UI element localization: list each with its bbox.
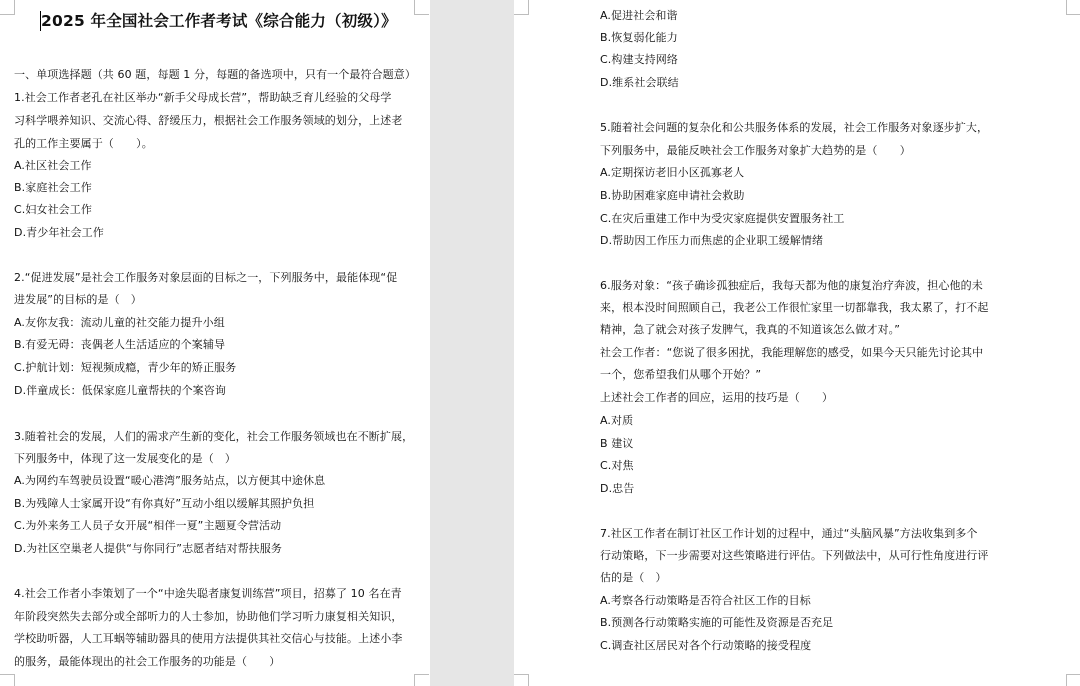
- option-line: B.恢复弱化能力: [600, 31, 678, 44]
- question-line: 孔的工作主要属于（ ）。: [14, 137, 153, 150]
- option-line: B.家庭社会工作: [14, 181, 92, 194]
- option-line: A.友你友我：流动儿童的社交能力提升小组: [14, 316, 225, 329]
- document-page-left: [0, 0, 430, 686]
- option-line: A.考察各行动策略是否符合社区工作的目标: [600, 594, 811, 607]
- question-line: 2.“促进发展”是社会工作服务对象层面的目标之一，下列服务中，最能体现“促: [14, 271, 398, 284]
- option-line: A.定期探访老旧小区孤寡老人: [600, 166, 745, 179]
- document-title: 2025 年全国社会工作者考试《综合能力（初级）》: [41, 12, 397, 30]
- option-line: D.帮助因工作压力而焦虑的企业职工缓解情绪: [600, 234, 824, 247]
- question-line: 年阶段突然失去部分或全部听力的人士参加，协助他们学习听力康复相关知识，: [14, 610, 403, 623]
- option-line: C.妇女社会工作: [14, 203, 92, 216]
- question-line: 上述社会工作者的回应，运用的技巧是（ ）: [600, 391, 834, 404]
- crop-mark: [1066, 674, 1080, 686]
- question-line: 一个，您希望我们从哪个开始？”: [600, 368, 762, 381]
- option-line: B 建议: [600, 437, 634, 450]
- option-line: C.在灾后重建工作中为受灾家庭提供安置服务社工: [600, 212, 845, 225]
- option-line: A.社区社会工作: [14, 159, 92, 172]
- question-line: 的服务，最能体现出的社会工作服务的功能是（ ）: [14, 655, 281, 668]
- question-line: 估的是（ ）: [600, 571, 667, 584]
- option-line: C.护航计划：短视频成瘾，青少年的矫正服务: [14, 361, 237, 374]
- question-line: 下列服务中，最能反映社会工作服务对象扩大趋势的是（ ）: [600, 144, 911, 157]
- option-line: D.为社区空巢老人提供“与你同行”志愿者结对帮扶服务: [14, 542, 282, 555]
- option-line: D.伴童成长：低保家庭儿童帮扶的个案咨询: [14, 384, 226, 397]
- option-line: B.有爱无碍：丧偶老人生活适应的个案辅导: [14, 338, 226, 351]
- question-line: 5.随着社会问题的复杂化和公共服务体系的发展，社会工作服务对象逐步扩大，: [600, 121, 989, 134]
- option-line: B.为残障人士家属开设“有你真好”互动小组以缓解其照护负担: [14, 497, 315, 510]
- option-line: A.对质: [600, 414, 634, 427]
- option-line: D.维系社会联结: [600, 76, 679, 89]
- question-line: 学校助听器，人工耳蜗等辅助器具的使用方法提供其社交信心与技能。上述小李: [14, 632, 403, 645]
- crop-mark: [1066, 0, 1080, 15]
- question-line: 习科学喂养知识、交流心得、舒缓压力，根据社会工作服务领域的划分，上述老: [14, 114, 403, 127]
- option-line: C.调查社区居民对各个行动策略的接受程度: [600, 639, 812, 652]
- question-line: 4.社会工作者小李策划了一个“中途失聪者康复训练营”项目，招募了 10 名在青: [14, 587, 402, 600]
- crop-mark: [414, 674, 429, 686]
- crop-mark: [414, 0, 429, 15]
- question-line: 行动策略，下一步需要对这些策略进行评估。下列做法中，从可行性角度进行评: [600, 549, 989, 562]
- crop-mark: [0, 0, 15, 15]
- option-line: D.青少年社会工作: [14, 226, 104, 239]
- option-line: C.对焦: [600, 459, 634, 472]
- option-line: A.促进社会和谐: [600, 9, 678, 22]
- question-line: 3.随着社会的发展，人们的需求产生新的变化，社会工作服务领域也在不断扩展，: [14, 430, 414, 443]
- section-heading: 一、单项选择题（共 60 题，每题 1 分，每题的备选项中，只有一个最符合题意）: [14, 68, 416, 81]
- question-line: 来，根本没时间照顾自己，我老公工作很忙家里一切都靠我，我太累了，打不起: [600, 301, 989, 314]
- question-line: 精神，急了就会对孩子发脾气，我真的不知道该怎么做才对。”: [600, 323, 900, 336]
- option-line: C.构建支持网络: [600, 53, 678, 66]
- option-line: C.为外来务工人员子女开展“相伴一夏”主题夏令营活动: [14, 519, 282, 532]
- crop-mark: [0, 674, 15, 686]
- question-line: 社会工作者：“您说了很多困扰，我能理解您的感受，如果今天只能先讨论其中: [600, 346, 984, 359]
- question-line: 进发展”的目标的是（ ）: [14, 293, 142, 306]
- question-line: 6.服务对象：“孩子确诊孤独症后，我每天都为他的康复治疗奔波，担心他的未: [600, 279, 983, 292]
- option-line: B.预测各行动策略实施的可能性及资源是否充足: [600, 616, 834, 629]
- question-line: 7.社区工作者在制订社区工作计划的过程中，通过“头脑风暴”方法收集到多个: [600, 527, 978, 540]
- option-line: D.忠告: [600, 482, 635, 495]
- crop-mark: [514, 674, 529, 686]
- option-line: A.为网约车驾驶员设置“暖心港湾”服务站点，以方便其中途休息: [14, 474, 326, 487]
- option-line: B.协助困难家庭申请社会救助: [600, 189, 745, 202]
- question-line: 下列服务中，体现了这一发展变化的是（ ）: [14, 452, 236, 465]
- document-page-right: [514, 0, 1080, 686]
- question-line: 1.社会工作者老孔在社区举办“新手父母成长营”，帮助缺乏育儿经验的父母学: [14, 91, 392, 104]
- crop-mark: [514, 0, 529, 15]
